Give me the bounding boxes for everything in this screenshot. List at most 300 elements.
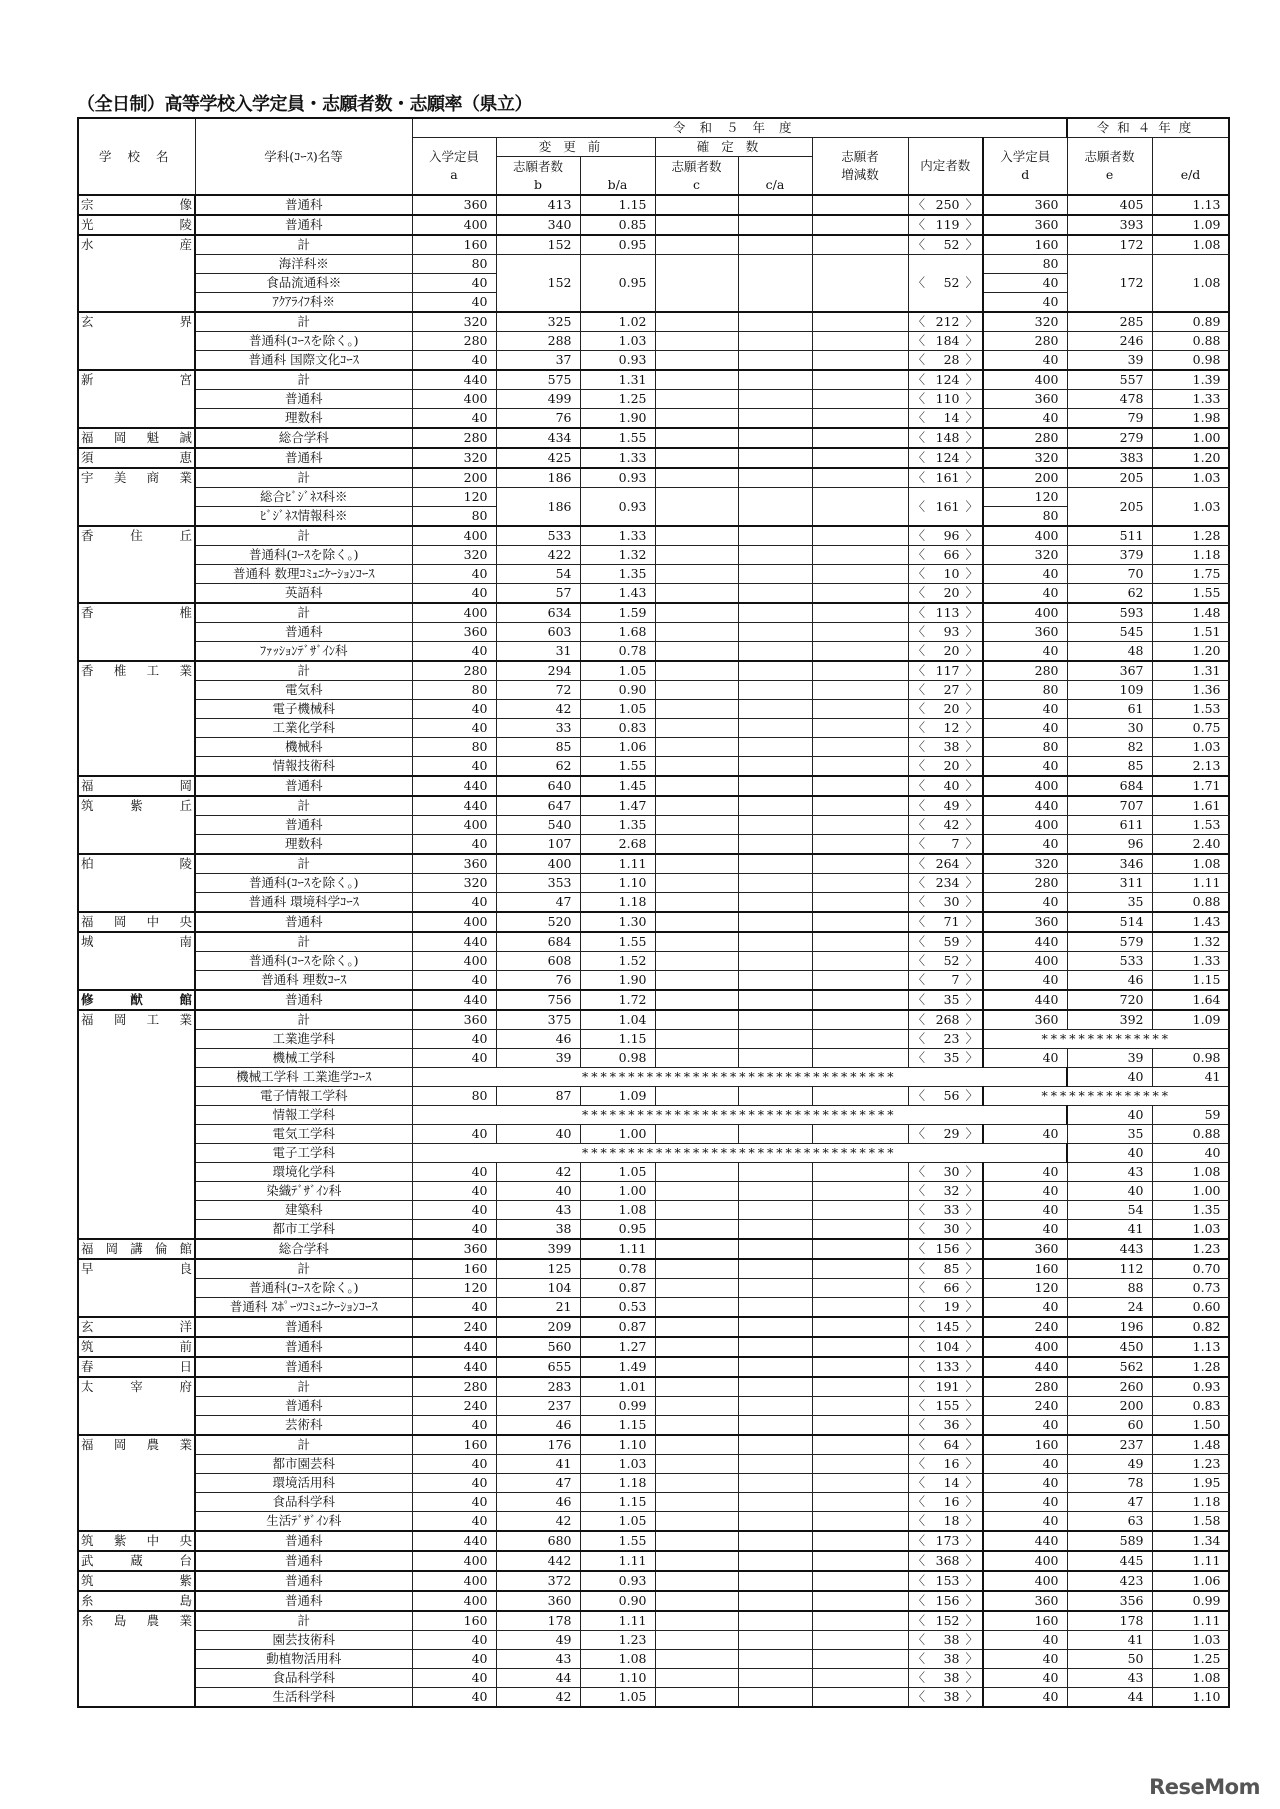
header-r5: 令和５年度 bbox=[412, 118, 1067, 138]
naitei-cell bbox=[908, 1493, 983, 1512]
applicants-b: 372 bbox=[496, 1571, 580, 1591]
applicants-c bbox=[655, 1611, 738, 1631]
table-row bbox=[78, 971, 1229, 991]
ratio-ed: 1.20 bbox=[1152, 448, 1229, 468]
label: 志願者 bbox=[841, 149, 879, 164]
applicants-c bbox=[655, 1125, 738, 1144]
ratio-ca bbox=[738, 854, 812, 874]
applicants-b: 42 bbox=[496, 1512, 580, 1532]
ratio-ca bbox=[738, 816, 812, 835]
applicants-b: 442 bbox=[496, 1551, 580, 1571]
naitei-number: 〈 38 bbox=[943, 739, 960, 754]
diff bbox=[812, 661, 908, 681]
naitei-number: 〈 52 bbox=[943, 953, 960, 968]
naitei-number: 〈 12 bbox=[943, 720, 960, 735]
subject-name: 総合学科 bbox=[195, 428, 412, 448]
naitei-number: 〈 234 bbox=[935, 875, 960, 890]
applicants-c bbox=[655, 1591, 738, 1611]
header-capacity-d bbox=[983, 138, 1067, 196]
diff bbox=[812, 332, 908, 351]
naitei-value bbox=[913, 757, 979, 775]
capacity-d: 40 bbox=[983, 1182, 1067, 1201]
naitei-value bbox=[913, 1688, 979, 1706]
ratio-ed: 2.13 bbox=[1152, 757, 1229, 777]
table-row bbox=[78, 1239, 1229, 1259]
naitei-number: 〈 38 bbox=[943, 1651, 960, 1666]
applicants-b: 85 bbox=[496, 738, 580, 757]
ratio-ba: 0.95 bbox=[580, 1220, 655, 1240]
subject-name: 普通科 bbox=[195, 1531, 412, 1551]
capacity-d: 280 bbox=[983, 332, 1067, 351]
naitei-number: 〈 38 bbox=[943, 1632, 960, 1647]
table-row bbox=[78, 1087, 1229, 1106]
capacity-d: 440 bbox=[983, 1531, 1067, 1551]
applicants-c bbox=[655, 448, 738, 468]
applicants-e: 720 bbox=[1067, 990, 1152, 1010]
naitei-number: 〈 18 bbox=[943, 1513, 960, 1528]
subject-name: 普通科 bbox=[195, 448, 412, 468]
naitei-value bbox=[913, 409, 979, 427]
ratio-ca bbox=[738, 448, 812, 468]
diff bbox=[812, 1220, 908, 1240]
naitei-number: 〈 14 bbox=[943, 410, 960, 425]
applicants-e: 172 bbox=[1067, 235, 1152, 255]
diff bbox=[812, 1357, 908, 1377]
naitei-number: 〈 145 bbox=[935, 1319, 960, 1334]
ratio-ed: 0.89 bbox=[1152, 312, 1229, 332]
naitei-cell bbox=[908, 488, 983, 527]
school-name: 光陵 bbox=[78, 215, 195, 235]
diff bbox=[812, 893, 908, 913]
applicants-b: 152 bbox=[496, 235, 580, 255]
ratio-ed: 1.61 bbox=[1152, 796, 1229, 816]
subject-name: 総合学科 bbox=[195, 1239, 412, 1259]
ratio-ed: 0.88 bbox=[1152, 1125, 1229, 1144]
applicants-c bbox=[655, 526, 738, 546]
table-row bbox=[78, 719, 1229, 738]
capacity-a: 360 bbox=[412, 195, 496, 215]
diff bbox=[812, 700, 908, 719]
ratio-ed: 1.03 bbox=[1152, 468, 1229, 488]
letter: e bbox=[1105, 167, 1114, 182]
ratio-ba: 1.35 bbox=[580, 565, 655, 584]
diff bbox=[812, 1201, 908, 1220]
subject-name: 計 bbox=[195, 235, 412, 255]
naitei-cell bbox=[908, 215, 983, 235]
naitei-number: 〈 23 bbox=[943, 1031, 960, 1046]
diff bbox=[812, 1688, 908, 1708]
capacity-d: 360 bbox=[983, 912, 1067, 932]
naitei-number: 〈 20 bbox=[943, 585, 960, 600]
subject-name: 普通科 bbox=[195, 776, 412, 796]
applicants-c bbox=[655, 854, 738, 874]
naitei-cell bbox=[908, 584, 983, 604]
applicants-c bbox=[655, 1201, 738, 1220]
ratio-ba: 1.06 bbox=[580, 738, 655, 757]
ratio-ba: 1.90 bbox=[580, 971, 655, 991]
resemom-logo: ReseMom bbox=[1149, 1775, 1260, 1799]
applicants-e: 707 bbox=[1067, 796, 1152, 816]
applicants-b: 283 bbox=[496, 1377, 580, 1397]
naitei-cell bbox=[908, 1279, 983, 1298]
naitei-value bbox=[913, 469, 979, 487]
naitei-cell bbox=[908, 719, 983, 738]
capacity-a: 40 bbox=[412, 893, 496, 913]
capacity-a: 360 bbox=[412, 1239, 496, 1259]
ratio-ba: 1.33 bbox=[580, 448, 655, 468]
diff bbox=[812, 681, 908, 700]
letter: c/a bbox=[765, 176, 785, 192]
naitei-value bbox=[913, 681, 979, 699]
ratio-ca bbox=[738, 468, 812, 488]
ratio-ed: 1.33 bbox=[1152, 952, 1229, 971]
naitei-number: 〈 268 bbox=[935, 1012, 960, 1027]
applicants-c bbox=[655, 332, 738, 351]
capacity-d: 40 bbox=[983, 642, 1067, 662]
diff bbox=[812, 1571, 908, 1591]
applicants-e: 40 bbox=[1067, 1182, 1152, 1201]
capacity-d: 400 bbox=[983, 776, 1067, 796]
naitei-cell bbox=[908, 1337, 983, 1357]
ratio-ba: 1.00 bbox=[580, 1182, 655, 1201]
capacity-d: 280 bbox=[983, 874, 1067, 893]
naitei-cell bbox=[908, 932, 983, 952]
ratio-ca bbox=[738, 390, 812, 409]
ratio-ba: 1.08 bbox=[580, 1201, 655, 1220]
applicants-c bbox=[655, 932, 738, 952]
applicants-e: 30 bbox=[1067, 719, 1152, 738]
applicants-b: 21 bbox=[496, 1298, 580, 1318]
capacity-d: 400 bbox=[983, 603, 1067, 623]
diff bbox=[812, 1416, 908, 1436]
ratio-ed: 1.98 bbox=[1152, 409, 1229, 429]
subject-name: 計 bbox=[195, 1259, 412, 1279]
diff bbox=[812, 971, 908, 991]
diff bbox=[812, 1259, 908, 1279]
applicants-b: 47 bbox=[496, 893, 580, 913]
naitei-value bbox=[913, 1650, 979, 1668]
applicants-b: 288 bbox=[496, 332, 580, 351]
capacity-a: 280 bbox=[412, 428, 496, 448]
table-row bbox=[78, 893, 1229, 913]
applicants-c bbox=[655, 351, 738, 371]
applicants-b: 560 bbox=[496, 1337, 580, 1357]
naitei-cell bbox=[908, 468, 983, 488]
naitei-value bbox=[913, 313, 979, 331]
capacity-a: 360 bbox=[412, 854, 496, 874]
ratio-ba: 0.78 bbox=[580, 642, 655, 662]
diff bbox=[812, 738, 908, 757]
diff bbox=[812, 912, 908, 932]
capacity-d: 40 bbox=[983, 1201, 1067, 1220]
applicants-e: 178 bbox=[1067, 1611, 1152, 1631]
label: 増減数 bbox=[841, 167, 879, 182]
naitei-number: 〈 20 bbox=[943, 643, 960, 658]
applicants-c bbox=[655, 603, 738, 623]
capacity-a: 160 bbox=[412, 1259, 496, 1279]
diff bbox=[812, 255, 908, 313]
capacity-d: 40 bbox=[983, 274, 1067, 293]
capacity-d: 40 bbox=[1067, 1144, 1152, 1163]
naitei-cell bbox=[908, 235, 983, 255]
subject-name: ﾋﾞｼﾞﾈｽ情報科※ bbox=[195, 507, 412, 527]
naitei-cell bbox=[908, 661, 983, 681]
applicants-b: 422 bbox=[496, 546, 580, 565]
applicants-b: 325 bbox=[496, 312, 580, 332]
applicants-b: 76 bbox=[496, 971, 580, 991]
applicants-c bbox=[655, 738, 738, 757]
applicants-c bbox=[655, 584, 738, 604]
naitei-number: 〈 30 bbox=[943, 1164, 960, 1179]
ratio-ca bbox=[738, 1259, 812, 1279]
naitei-number: 〈 33 bbox=[943, 1202, 960, 1217]
ratio-ba: 1.45 bbox=[580, 776, 655, 796]
ratio-ca bbox=[738, 681, 812, 700]
header-ba bbox=[580, 157, 655, 196]
naitei-number: 〈 27 bbox=[943, 682, 960, 697]
applicants-c bbox=[655, 1163, 738, 1182]
ratio-ba: 1.35 bbox=[580, 816, 655, 835]
ratio-ba: 1.72 bbox=[580, 990, 655, 1010]
naitei-cell bbox=[908, 1591, 983, 1611]
applicants-e: 557 bbox=[1067, 370, 1152, 390]
naitei-cell bbox=[908, 1163, 983, 1182]
subject-name: 都市工学科 bbox=[195, 1220, 412, 1240]
applicants-c bbox=[655, 796, 738, 816]
ratio-ed: 1.03 bbox=[1152, 1631, 1229, 1650]
diff bbox=[812, 195, 908, 215]
naitei-number: 〈 264 bbox=[935, 856, 960, 871]
ratio-ca bbox=[738, 1220, 812, 1240]
ratio-ba: 1.27 bbox=[580, 1337, 655, 1357]
ratio-ba: 1.47 bbox=[580, 796, 655, 816]
subject-name: 計 bbox=[195, 603, 412, 623]
ratio-ca bbox=[738, 1531, 812, 1551]
table-row bbox=[78, 1397, 1229, 1416]
capacity-d: 120 bbox=[983, 488, 1067, 507]
capacity-a: 40 bbox=[412, 1455, 496, 1474]
applicants-b: 31 bbox=[496, 642, 580, 662]
ratio-ca bbox=[738, 738, 812, 757]
capacity-a: 440 bbox=[412, 370, 496, 390]
capacity-d: 40 bbox=[983, 1220, 1067, 1240]
applicants-b: 186 bbox=[496, 468, 580, 488]
applicants-e: 41 bbox=[1067, 1220, 1152, 1240]
diff bbox=[812, 623, 908, 642]
label: 志願者数 bbox=[512, 158, 563, 174]
naitei-number: 〈 7 bbox=[951, 972, 960, 987]
capacity-d: 400 bbox=[983, 370, 1067, 390]
applicants-c bbox=[655, 546, 738, 565]
subject-name: 都市園芸科 bbox=[195, 1455, 412, 1474]
table-row bbox=[78, 195, 1229, 215]
ratio-ba: 1.18 bbox=[580, 893, 655, 913]
applicants-c bbox=[655, 700, 738, 719]
ratio-ba: 1.25 bbox=[580, 390, 655, 409]
ratio-ba: 1.15 bbox=[580, 1416, 655, 1436]
capacity-a: 80 bbox=[412, 507, 496, 527]
ratio-ca bbox=[738, 565, 812, 584]
applicants-e: 85 bbox=[1067, 757, 1152, 777]
ratio-ed: 1.13 bbox=[1152, 195, 1229, 215]
naitei-value bbox=[913, 565, 979, 583]
table-row bbox=[78, 1144, 1229, 1163]
ratio-ca bbox=[738, 719, 812, 738]
naitei-cell bbox=[908, 623, 983, 642]
diff bbox=[812, 1591, 908, 1611]
applicants-e: 205 bbox=[1067, 468, 1152, 488]
capacity-d: 360 bbox=[983, 1239, 1067, 1259]
diff bbox=[812, 1279, 908, 1298]
ratio-ba: 1.55 bbox=[580, 1531, 655, 1551]
naitei-value bbox=[913, 1378, 979, 1396]
subject-name: 理数科 bbox=[195, 409, 412, 429]
naitei-value bbox=[913, 1220, 979, 1238]
ratio-ed: 1.23 bbox=[1152, 1239, 1229, 1259]
subject-name: 芸術科 bbox=[195, 1416, 412, 1436]
capacity-a: 80 bbox=[412, 681, 496, 700]
table-row bbox=[78, 448, 1229, 468]
capacity-d: 40 bbox=[983, 700, 1067, 719]
table-row bbox=[78, 370, 1229, 390]
subject-name: 情報工学科 bbox=[195, 1106, 412, 1125]
naitei-cell bbox=[908, 874, 983, 893]
capacity-d: 360 bbox=[983, 195, 1067, 215]
naitei-value bbox=[913, 1669, 979, 1687]
capacity-a: 40 bbox=[412, 1220, 496, 1240]
ratio-ca bbox=[738, 623, 812, 642]
ratio-ba: 1.11 bbox=[580, 854, 655, 874]
naitei-number: 〈 56 bbox=[943, 1088, 960, 1103]
table-row bbox=[78, 255, 1229, 274]
capacity-d: 40 bbox=[983, 1512, 1067, 1532]
applicants-e: 63 bbox=[1067, 1512, 1152, 1532]
diff bbox=[812, 546, 908, 565]
capacity-a: 240 bbox=[412, 1397, 496, 1416]
table-row bbox=[78, 1163, 1229, 1182]
ratio-ca bbox=[738, 1239, 812, 1259]
ratio-ba: 1.02 bbox=[580, 312, 655, 332]
applicants-e: 579 bbox=[1067, 932, 1152, 952]
page-title: （全日制）高等学校入学定員・志願者数・志願率（県立） bbox=[77, 94, 532, 115]
ratio-ed: 1.11 bbox=[1152, 1551, 1229, 1571]
table-row bbox=[78, 835, 1229, 855]
capacity-a: 320 bbox=[412, 546, 496, 565]
diff bbox=[812, 351, 908, 371]
ratio-ba: 1.59 bbox=[580, 603, 655, 623]
capacity-d: 360 bbox=[983, 623, 1067, 642]
table-row bbox=[78, 1611, 1229, 1631]
naitei-number: 〈 10 bbox=[943, 566, 960, 581]
applicants-b: 43 bbox=[496, 1650, 580, 1669]
naitei-number: 〈 93 bbox=[943, 624, 960, 639]
table-row bbox=[78, 390, 1229, 409]
table-row bbox=[78, 874, 1229, 893]
applicants-b: 46 bbox=[496, 1416, 580, 1436]
applicants-c bbox=[655, 1416, 738, 1436]
ratio-ed: 1.95 bbox=[1152, 1474, 1229, 1493]
subject-name: 電子機械科 bbox=[195, 700, 412, 719]
naitei-value bbox=[913, 1416, 979, 1434]
naitei-cell bbox=[908, 1298, 983, 1318]
subject-name: 普通科 bbox=[195, 1317, 412, 1337]
applicants-c bbox=[655, 235, 738, 255]
ratio-ed: 1.15 bbox=[1152, 971, 1229, 991]
ratio-ca bbox=[738, 700, 812, 719]
applicants-c bbox=[655, 488, 738, 527]
applicants-b: 104 bbox=[496, 1279, 580, 1298]
subject-name: 計 bbox=[195, 1010, 412, 1030]
capacity-a: 440 bbox=[412, 932, 496, 952]
table-row bbox=[78, 623, 1229, 642]
table-header bbox=[78, 118, 1229, 195]
ratio-ed: 0.98 bbox=[1152, 351, 1229, 371]
applicants-e: 78 bbox=[1067, 1474, 1152, 1493]
naitei-cell bbox=[908, 1416, 983, 1436]
ratio-ca bbox=[738, 776, 812, 796]
ratio-ca bbox=[738, 1279, 812, 1298]
capacity-d: 40 bbox=[983, 565, 1067, 584]
table-row bbox=[78, 1049, 1229, 1068]
ratio-ed: 1.08 bbox=[1152, 235, 1229, 255]
ratio-ca bbox=[738, 195, 812, 215]
capacity-a: 40 bbox=[412, 1512, 496, 1532]
subject-name: 染織ﾃﾞｻﾞｲﾝ科 bbox=[195, 1182, 412, 1201]
applicants-e: 35 bbox=[1067, 1125, 1152, 1144]
naitei-number: 〈 173 bbox=[935, 1533, 960, 1548]
naitei-value bbox=[913, 1493, 979, 1511]
applicants-e: 60 bbox=[1067, 1416, 1152, 1436]
capacity-a: 440 bbox=[412, 990, 496, 1010]
table-row bbox=[78, 1010, 1229, 1030]
applicants-b: 540 bbox=[496, 816, 580, 835]
capacity-d: 40 bbox=[983, 351, 1067, 371]
diff bbox=[812, 565, 908, 584]
table-row bbox=[78, 1030, 1229, 1049]
ratio-ba: 0.53 bbox=[580, 1298, 655, 1318]
capacity-a: 400 bbox=[412, 1551, 496, 1571]
subject-name: 計 bbox=[195, 661, 412, 681]
table-row bbox=[78, 1106, 1229, 1125]
naitei-cell bbox=[908, 1010, 983, 1030]
table-row bbox=[78, 1068, 1229, 1087]
table-row bbox=[78, 235, 1229, 255]
ratio-ba: 1.30 bbox=[580, 912, 655, 932]
table-row bbox=[78, 776, 1229, 796]
school-name: 筑紫 bbox=[78, 1571, 195, 1591]
naitei-cell bbox=[908, 1239, 983, 1259]
table-row bbox=[78, 1669, 1229, 1688]
ratio-ed: 1.32 bbox=[1152, 932, 1229, 952]
ratio-ca bbox=[738, 1030, 812, 1049]
applicants-b: 684 bbox=[496, 932, 580, 952]
capacity-a: 160 bbox=[412, 1611, 496, 1631]
letter: a bbox=[450, 167, 458, 182]
diff bbox=[812, 1631, 908, 1650]
naitei-value bbox=[913, 1030, 979, 1048]
table-row bbox=[78, 990, 1229, 1010]
table-row bbox=[78, 1416, 1229, 1436]
capacity-a: 40 bbox=[412, 1030, 496, 1049]
ratio-ba: 0.95 bbox=[580, 235, 655, 255]
naitei-cell bbox=[908, 776, 983, 796]
capacity-a: 40 bbox=[412, 1416, 496, 1436]
applicants-b: 434 bbox=[496, 428, 580, 448]
capacity-d: 440 bbox=[983, 932, 1067, 952]
naitei-number: 〈 66 bbox=[943, 547, 960, 562]
capacity-d: 40 bbox=[983, 584, 1067, 604]
school-name: 福岡農業 bbox=[78, 1435, 195, 1531]
